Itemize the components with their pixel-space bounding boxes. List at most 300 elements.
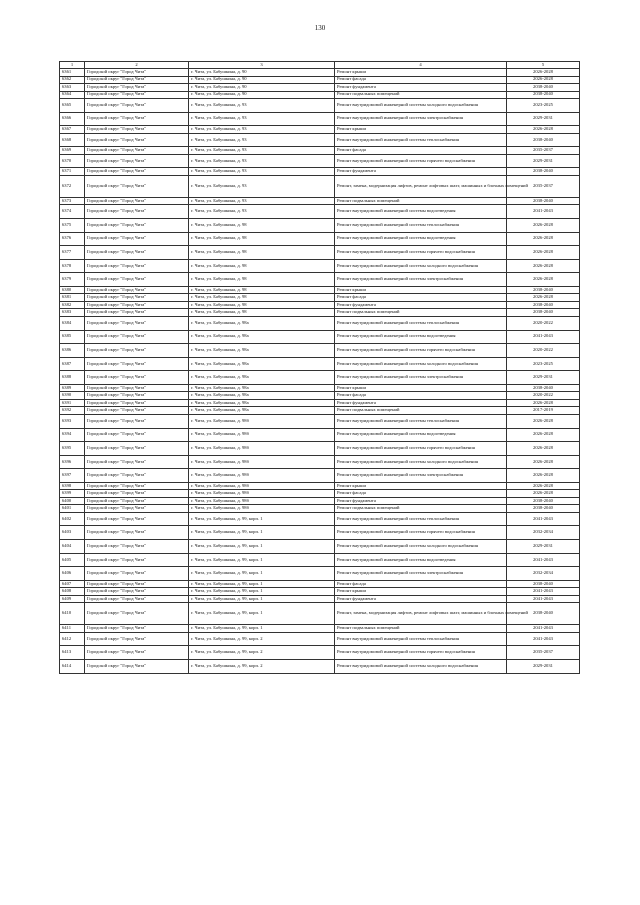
- row-number-cell: 6391: [60, 399, 85, 407]
- municipality-cell: Городской округ "Город Чита": [85, 316, 189, 330]
- address-cell: г. Чита, ул. Бабушкина, д. 99, корп. 1: [189, 580, 335, 588]
- row-number-cell: 6379: [60, 273, 85, 287]
- municipality-cell: Городской округ "Город Чита": [85, 603, 189, 625]
- address-cell: г. Чита, ул. Бабушкина, д. 98а: [189, 344, 335, 358]
- table-row: [60, 316, 580, 330]
- row-number-cell: 6382: [60, 301, 85, 309]
- address-cell: г. Чита, ул. Бабушкина, д. 98б: [189, 442, 335, 456]
- work-type-cell: Ремонт внутридомовой инженерной системы электроснабжения: [335, 273, 507, 287]
- municipality-cell: Городской округ "Город Чита": [85, 126, 189, 134]
- work-type-cell: Ремонт внутридомовой инженерной системы теплоснабжения: [335, 218, 507, 232]
- work-type-cell: Ремонт внутридомовой инженерной системы водоотведения: [335, 428, 507, 442]
- municipality-cell: Городской округ "Город Чита": [85, 218, 189, 232]
- row-number-cell: 6390: [60, 392, 85, 400]
- work-type-cell: Ремонт внутридомовой инженерной системы холодного водоснабжения: [335, 99, 507, 113]
- column-header-3: 3: [189, 62, 335, 69]
- table-row: [60, 294, 580, 302]
- table-row: [60, 428, 580, 442]
- work-type-cell: Ремонт фундамента: [335, 399, 507, 407]
- address-cell: г. Чита, ул. Бабушкина, д. 98: [189, 301, 335, 309]
- municipality-cell: Городской округ "Город Чита": [85, 294, 189, 302]
- table-row: [60, 218, 580, 232]
- municipality-cell: Городской округ "Город Чита": [85, 660, 189, 674]
- column-header-4: 4: [335, 62, 507, 69]
- work-type-cell: Ремонт фасада: [335, 580, 507, 588]
- row-number-cell: 6408: [60, 588, 85, 596]
- municipality-cell: Городской округ "Город Чита": [85, 595, 189, 603]
- address-cell: г. Чита, ул. Бабушкина, д. 99, корп. 1: [189, 588, 335, 596]
- period-cell: 2026-2028: [507, 294, 580, 302]
- municipality-cell: Городской округ "Город Чита": [85, 371, 189, 385]
- table-row: [60, 442, 580, 456]
- work-type-cell: Ремонт крыши: [335, 286, 507, 294]
- address-cell: г. Чита, ул. Бабушкина, д. 93: [189, 99, 335, 113]
- table-row: [60, 603, 580, 625]
- row-number-cell: 6384: [60, 316, 85, 330]
- address-cell: г. Чита, ул. Бабушкина, д. 93: [189, 147, 335, 155]
- municipality-cell: Городской округ "Город Чита": [85, 526, 189, 540]
- column-header-1: 1: [60, 62, 85, 69]
- table-row: [60, 69, 580, 77]
- work-type-cell: Ремонт фасада: [335, 490, 507, 498]
- table-row: [60, 197, 580, 205]
- period-cell: 2038-2040: [507, 133, 580, 147]
- period-cell: 2026-2028: [507, 76, 580, 84]
- municipality-cell: Городской округ "Город Чита": [85, 399, 189, 407]
- period-cell: 2041-2043: [507, 205, 580, 219]
- municipality-cell: Городской округ "Город Чита": [85, 69, 189, 77]
- work-type-cell: Ремонт, замена, модернизация лифтов, ремонт лифтовых шахт, машинных и блочных помещений: [335, 175, 507, 197]
- work-type-cell: Ремонт внутридомовой инженерной системы электроснабжения: [335, 371, 507, 385]
- address-cell: г. Чита, ул. Бабушкина, д. 98а: [189, 384, 335, 392]
- work-type-cell: Ремонт крыши: [335, 126, 507, 134]
- municipality-cell: Городской округ "Город Чита": [85, 246, 189, 260]
- row-number-cell: 6367: [60, 126, 85, 134]
- row-number-cell: 6393: [60, 414, 85, 428]
- address-cell: г. Чита, ул. Бабушкина, д. 99, корп. 1: [189, 512, 335, 526]
- municipality-cell: Городской округ "Город Чита": [85, 392, 189, 400]
- work-type-cell: Ремонт внутридомовой инженерной системы горячего водоснабжения: [335, 246, 507, 260]
- address-cell: г. Чита, ул. Бабушкина, д. 98: [189, 218, 335, 232]
- address-cell: г. Чита, ул. Бабушкина, д. 99, корп. 1: [189, 595, 335, 603]
- address-cell: г. Чита, ул. Бабушкина, д. 98: [189, 246, 335, 260]
- address-cell: г. Чита, ул. Бабушкина, д. 99, корп. 1: [189, 567, 335, 581]
- municipality-cell: Городской округ "Город Чита": [85, 309, 189, 317]
- work-type-cell: Ремонт фасада: [335, 294, 507, 302]
- row-number-cell: 6397: [60, 469, 85, 483]
- period-cell: 2029-2031: [507, 371, 580, 385]
- period-cell: 2026-2028: [507, 126, 580, 134]
- address-cell: г. Чита, ул. Бабушкина, д. 98б: [189, 428, 335, 442]
- period-cell: 2026-2028: [507, 414, 580, 428]
- work-type-cell: Ремонт внутридомовой инженерной системы горячего водоснабжения: [335, 344, 507, 358]
- municipality-cell: Городской округ "Город Чита": [85, 197, 189, 205]
- work-type-cell: Ремонт внутридомовой инженерной системы холодного водоснабжения: [335, 660, 507, 674]
- municipality-cell: Городской округ "Город Чита": [85, 632, 189, 646]
- address-cell: г. Чита, ул. Бабушкина, д. 93: [189, 154, 335, 168]
- address-cell: г. Чита, ул. Бабушкина, д. 98а: [189, 392, 335, 400]
- period-cell: 2026-2028: [507, 259, 580, 273]
- municipality-cell: Городской округ "Город Чита": [85, 357, 189, 371]
- work-type-cell: Ремонт подвальных помещений: [335, 625, 507, 633]
- work-type-cell: Ремонт подвальных помещений: [335, 91, 507, 99]
- period-cell: 2026-2028: [507, 469, 580, 483]
- row-number-cell: 6376: [60, 232, 85, 246]
- row-number-cell: 6404: [60, 540, 85, 554]
- address-cell: г. Чита, ул. Бабушкина, д. 99, корп. 2: [189, 632, 335, 646]
- table-body: [60, 69, 580, 674]
- table-row: [60, 112, 580, 126]
- work-type-cell: Ремонт внутридомовой инженерной системы водоотведения: [335, 553, 507, 567]
- address-cell: г. Чита, ул. Бабушкина, д. 98: [189, 273, 335, 287]
- row-number-cell: 6387: [60, 357, 85, 371]
- table-row: [60, 512, 580, 526]
- municipality-cell: Городской округ "Город Чита": [85, 133, 189, 147]
- row-number-cell: 6400: [60, 497, 85, 505]
- address-cell: г. Чита, ул. Бабушкина, д. 93: [189, 197, 335, 205]
- table-row: [60, 553, 580, 567]
- address-cell: г. Чита, ул. Бабушкина, д. 98а: [189, 330, 335, 344]
- table-row: [60, 490, 580, 498]
- work-type-cell: Ремонт внутридомовой инженерной системы электроснабжения: [335, 567, 507, 581]
- address-cell: г. Чита, ул. Бабушкина, д. 93: [189, 133, 335, 147]
- period-cell: 2038-2040: [507, 301, 580, 309]
- table-row: [60, 301, 580, 309]
- row-number-cell: 6363: [60, 84, 85, 92]
- work-type-cell: Ремонт подвальных помещений: [335, 309, 507, 317]
- row-number-cell: 6385: [60, 330, 85, 344]
- period-cell: 2020-2022: [507, 392, 580, 400]
- work-type-cell: Ремонт внутридомовой инженерной системы теплоснабжения: [335, 512, 507, 526]
- table-row: [60, 482, 580, 490]
- address-cell: г. Чита, ул. Бабушкина, д. 98б: [189, 497, 335, 505]
- municipality-cell: Городской округ "Город Чита": [85, 286, 189, 294]
- period-cell: 2035-2037: [507, 147, 580, 155]
- address-cell: г. Чита, ул. Бабушкина, д. 98: [189, 294, 335, 302]
- municipality-cell: Городской округ "Город Чита": [85, 154, 189, 168]
- work-type-cell: Ремонт внутридомовой инженерной системы горячего водоснабжения: [335, 442, 507, 456]
- municipality-cell: Городской округ "Город Чита": [85, 625, 189, 633]
- table-row: [60, 175, 580, 197]
- address-cell: г. Чита, ул. Бабушкина, д. 98б: [189, 469, 335, 483]
- address-cell: г. Чита, ул. Бабушкина, д. 98б: [189, 490, 335, 498]
- work-type-cell: Ремонт подвальных помещений: [335, 505, 507, 513]
- capital-repair-table: [59, 61, 580, 674]
- period-cell: 2020-2022: [507, 344, 580, 358]
- table-row: [60, 357, 580, 371]
- period-cell: 2038-2040: [507, 497, 580, 505]
- work-type-cell: Ремонт крыши: [335, 588, 507, 596]
- row-number-cell: 6371: [60, 168, 85, 176]
- work-type-cell: Ремонт фасада: [335, 147, 507, 155]
- table-row: [60, 497, 580, 505]
- address-cell: г. Чита, ул. Бабушкина, д. 99, корп. 1: [189, 553, 335, 567]
- table-row: [60, 646, 580, 660]
- municipality-cell: Городской округ "Город Чита": [85, 442, 189, 456]
- row-number-cell: 6370: [60, 154, 85, 168]
- municipality-cell: Городской округ "Город Чита": [85, 99, 189, 113]
- address-cell: г. Чита, ул. Бабушкина, д. 98а: [189, 407, 335, 415]
- row-number-cell: 6413: [60, 646, 85, 660]
- row-number-cell: 6407: [60, 580, 85, 588]
- table-row: [60, 84, 580, 92]
- table-row: [60, 126, 580, 134]
- municipality-cell: Городской округ "Город Чита": [85, 91, 189, 99]
- row-number-cell: 6406: [60, 567, 85, 581]
- period-cell: 2032-2034: [507, 567, 580, 581]
- period-cell: 2023-2025: [507, 357, 580, 371]
- address-cell: г. Чита, ул. Бабушкина, д. 98: [189, 286, 335, 294]
- address-cell: г. Чита, ул. Бабушкина, д. 98а: [189, 371, 335, 385]
- address-cell: г. Чита, ул. Бабушкина, д. 98б: [189, 482, 335, 490]
- period-cell: 2026-2028: [507, 69, 580, 77]
- table-row: [60, 580, 580, 588]
- work-type-cell: Ремонт внутридомовой инженерной системы холодного водоснабжения: [335, 540, 507, 554]
- row-number-cell: 6411: [60, 625, 85, 633]
- municipality-cell: Городской округ "Город Чита": [85, 540, 189, 554]
- table-row: [60, 154, 580, 168]
- period-cell: 2038-2040: [507, 603, 580, 625]
- period-cell: 2041-2043: [507, 330, 580, 344]
- municipality-cell: Городской округ "Город Чита": [85, 112, 189, 126]
- table-row: [60, 384, 580, 392]
- row-number-cell: 6395: [60, 442, 85, 456]
- table-header-row: [60, 62, 580, 69]
- table-row: [60, 232, 580, 246]
- period-cell: 2023-2025: [507, 99, 580, 113]
- period-cell: 2029-2031: [507, 112, 580, 126]
- municipality-cell: Городской округ "Город Чита": [85, 580, 189, 588]
- period-cell: 2035-2037: [507, 646, 580, 660]
- address-cell: г. Чита, ул. Бабушкина, д. 93: [189, 205, 335, 219]
- work-type-cell: Ремонт внутридомовой инженерной системы теплоснабжения: [335, 414, 507, 428]
- table-row: [60, 392, 580, 400]
- address-cell: г. Чита, ул. Бабушкина, д. 98а: [189, 399, 335, 407]
- period-cell: 2026-2028: [507, 232, 580, 246]
- column-header-2: 2: [85, 62, 189, 69]
- row-number-cell: 6374: [60, 205, 85, 219]
- period-cell: 2026-2028: [507, 399, 580, 407]
- row-number-cell: 6386: [60, 344, 85, 358]
- period-cell: 2041-2043: [507, 553, 580, 567]
- work-type-cell: Ремонт внутридомовой инженерной системы электроснабжения: [335, 112, 507, 126]
- period-cell: 2035-2037: [507, 175, 580, 197]
- work-type-cell: Ремонт фасада: [335, 392, 507, 400]
- period-cell: 2038-2040: [507, 309, 580, 317]
- period-cell: 2041-2043: [507, 625, 580, 633]
- municipality-cell: Городской округ "Город Чита": [85, 330, 189, 344]
- period-cell: 2041-2043: [507, 595, 580, 603]
- table-row: [60, 414, 580, 428]
- work-type-cell: Ремонт внутридомовой инженерной системы холодного водоснабжения: [335, 455, 507, 469]
- table-row: [60, 595, 580, 603]
- row-number-cell: 6403: [60, 526, 85, 540]
- period-cell: 2026-2028: [507, 273, 580, 287]
- work-type-cell: Ремонт внутридомовой инженерной системы холодного водоснабжения: [335, 259, 507, 273]
- period-cell: 2038-2040: [507, 91, 580, 99]
- row-number-cell: 6368: [60, 133, 85, 147]
- table-row: [60, 344, 580, 358]
- table-row: [60, 526, 580, 540]
- address-cell: г. Чита, ул. Бабушкина, д. 93: [189, 126, 335, 134]
- period-cell: 2038-2040: [507, 197, 580, 205]
- row-number-cell: 6409: [60, 595, 85, 603]
- municipality-cell: Городской округ "Город Чита": [85, 512, 189, 526]
- table-row: [60, 588, 580, 596]
- municipality-cell: Городской округ "Город Чита": [85, 84, 189, 92]
- table-row: [60, 286, 580, 294]
- column-header-5: 5: [507, 62, 580, 69]
- period-cell: 2026-2028: [507, 455, 580, 469]
- table-row: [60, 399, 580, 407]
- row-number-cell: 6396: [60, 455, 85, 469]
- work-type-cell: Ремонт фасада: [335, 76, 507, 84]
- address-cell: г. Чита, ул. Бабушкина, д. 93: [189, 175, 335, 197]
- address-cell: г. Чита, ул. Бабушкина, д. 99, корп. 1: [189, 526, 335, 540]
- address-cell: г. Чита, ул. Бабушкина, д. 90: [189, 84, 335, 92]
- work-type-cell: Ремонт фундамента: [335, 168, 507, 176]
- address-cell: г. Чита, ул. Бабушкина, д. 98: [189, 232, 335, 246]
- table-row: [60, 246, 580, 260]
- work-type-cell: Ремонт внутридомовой инженерной системы теплоснабжения: [335, 133, 507, 147]
- row-number-cell: 6394: [60, 428, 85, 442]
- address-cell: г. Чита, ул. Бабушкина, д. 98а: [189, 357, 335, 371]
- row-number-cell: 6372: [60, 175, 85, 197]
- period-cell: 2017-2019: [507, 407, 580, 415]
- period-cell: 2041-2043: [507, 512, 580, 526]
- municipality-cell: Городской округ "Город Чита": [85, 490, 189, 498]
- row-number-cell: 6399: [60, 490, 85, 498]
- period-cell: 2029-2031: [507, 540, 580, 554]
- table-row: [60, 133, 580, 147]
- row-number-cell: 6375: [60, 218, 85, 232]
- address-cell: г. Чита, ул. Бабушкина, д. 99, корп. 2: [189, 646, 335, 660]
- address-cell: г. Чита, ул. Бабушкина, д. 90: [189, 69, 335, 77]
- row-number-cell: 6373: [60, 197, 85, 205]
- municipality-cell: Городской округ "Город Чита": [85, 384, 189, 392]
- period-cell: 2026-2028: [507, 218, 580, 232]
- row-number-cell: 6365: [60, 99, 85, 113]
- period-cell: 2038-2040: [507, 286, 580, 294]
- work-type-cell: Ремонт внутридомовой инженерной системы горячего водоснабжения: [335, 526, 507, 540]
- work-type-cell: Ремонт внутридомовой инженерной системы водоотведения: [335, 205, 507, 219]
- row-number-cell: 6388: [60, 371, 85, 385]
- municipality-cell: Городской округ "Город Чита": [85, 407, 189, 415]
- row-number-cell: 6414: [60, 660, 85, 674]
- work-type-cell: Ремонт фундамента: [335, 84, 507, 92]
- table-row: [60, 455, 580, 469]
- row-number-cell: 6380: [60, 286, 85, 294]
- row-number-cell: 6383: [60, 309, 85, 317]
- page-number: 130: [314, 24, 326, 32]
- row-number-cell: 6389: [60, 384, 85, 392]
- address-cell: г. Чита, ул. Бабушкина, д. 99, корп. 1: [189, 603, 335, 625]
- work-type-cell: Ремонт подвальных помещений: [335, 197, 507, 205]
- table-row: [60, 205, 580, 219]
- table-row: [60, 567, 580, 581]
- work-type-cell: Ремонт фундамента: [335, 497, 507, 505]
- address-cell: г. Чита, ул. Бабушкина, д. 93: [189, 168, 335, 176]
- period-cell: 2029-2031: [507, 154, 580, 168]
- municipality-cell: Городской округ "Город Чита": [85, 232, 189, 246]
- work-type-cell: Ремонт, замена, модернизация лифтов, ремонт лифтовых шахт, машинных и блочных помещений: [335, 603, 507, 625]
- period-cell: 2038-2040: [507, 580, 580, 588]
- address-cell: г. Чита, ул. Бабушкина, д. 98б: [189, 505, 335, 513]
- address-cell: г. Чита, ул. Бабушкина, д. 99, корп. 2: [189, 660, 335, 674]
- period-cell: 2026-2028: [507, 246, 580, 260]
- table-row: [60, 76, 580, 84]
- period-cell: 2029-2031: [507, 660, 580, 674]
- row-number-cell: 6412: [60, 632, 85, 646]
- municipality-cell: Городской округ "Город Чита": [85, 497, 189, 505]
- table-row: [60, 505, 580, 513]
- municipality-cell: Городской округ "Город Чита": [85, 455, 189, 469]
- work-type-cell: Ремонт внутридомовой инженерной системы водоотведения: [335, 232, 507, 246]
- work-type-cell: Ремонт внутридомовой инженерной системы электроснабжения: [335, 469, 507, 483]
- municipality-cell: Городской округ "Город Чита": [85, 553, 189, 567]
- address-cell: г. Чита, ул. Бабушкина, д. 98: [189, 259, 335, 273]
- row-number-cell: 6410: [60, 603, 85, 625]
- table-row: [60, 540, 580, 554]
- municipality-cell: Городской округ "Город Чита": [85, 301, 189, 309]
- period-cell: 2038-2040: [507, 384, 580, 392]
- row-number-cell: 6402: [60, 512, 85, 526]
- work-type-cell: Ремонт внутридомовой инженерной системы горячего водоснабжения: [335, 646, 507, 660]
- municipality-cell: Городской округ "Город Чита": [85, 482, 189, 490]
- work-type-cell: Ремонт крыши: [335, 482, 507, 490]
- municipality-cell: Городской округ "Город Чита": [85, 168, 189, 176]
- municipality-cell: Городской округ "Город Чита": [85, 588, 189, 596]
- period-cell: 2038-2040: [507, 84, 580, 92]
- period-cell: 2020-2022: [507, 316, 580, 330]
- municipality-cell: Городской округ "Город Чита": [85, 567, 189, 581]
- period-cell: 2041-2043: [507, 632, 580, 646]
- work-type-cell: Ремонт внутридомовой инженерной системы холодного водоснабжения: [335, 357, 507, 371]
- address-cell: г. Чита, ул. Бабушкина, д. 98б: [189, 455, 335, 469]
- row-number-cell: 6405: [60, 553, 85, 567]
- table-row: [60, 625, 580, 633]
- work-type-cell: Ремонт крыши: [335, 69, 507, 77]
- row-number-cell: 6364: [60, 91, 85, 99]
- table-row: [60, 632, 580, 646]
- row-number-cell: 6361: [60, 69, 85, 77]
- municipality-cell: Городской округ "Город Чита": [85, 469, 189, 483]
- address-cell: г. Чита, ул. Бабушкина, д. 99, корп. 1: [189, 625, 335, 633]
- work-type-cell: Ремонт внутридомовой инженерной системы водоотведения: [335, 330, 507, 344]
- municipality-cell: Городской округ "Город Чита": [85, 205, 189, 219]
- period-cell: 2038-2040: [507, 505, 580, 513]
- table-row: [60, 407, 580, 415]
- period-cell: 2026-2028: [507, 482, 580, 490]
- table-row: [60, 147, 580, 155]
- work-type-cell: Ремонт внутридомовой инженерной системы теплоснабжения: [335, 632, 507, 646]
- address-cell: г. Чита, ул. Бабушкина, д. 99, корп. 1: [189, 540, 335, 554]
- municipality-cell: Городской округ "Город Чита": [85, 259, 189, 273]
- row-number-cell: 6392: [60, 407, 85, 415]
- row-number-cell: 6369: [60, 147, 85, 155]
- period-cell: 2032-2034: [507, 526, 580, 540]
- work-type-cell: Ремонт фундамента: [335, 301, 507, 309]
- address-cell: г. Чита, ул. Бабушкина, д. 90: [189, 76, 335, 84]
- municipality-cell: Городской округ "Город Чита": [85, 646, 189, 660]
- period-cell: 2041-2043: [507, 588, 580, 596]
- table-row: [60, 99, 580, 113]
- row-number-cell: 6362: [60, 76, 85, 84]
- work-type-cell: Ремонт внутридомовой инженерной системы теплоснабжения: [335, 316, 507, 330]
- period-cell: 2026-2028: [507, 428, 580, 442]
- municipality-cell: Городской округ "Город Чита": [85, 76, 189, 84]
- period-cell: 2026-2028: [507, 490, 580, 498]
